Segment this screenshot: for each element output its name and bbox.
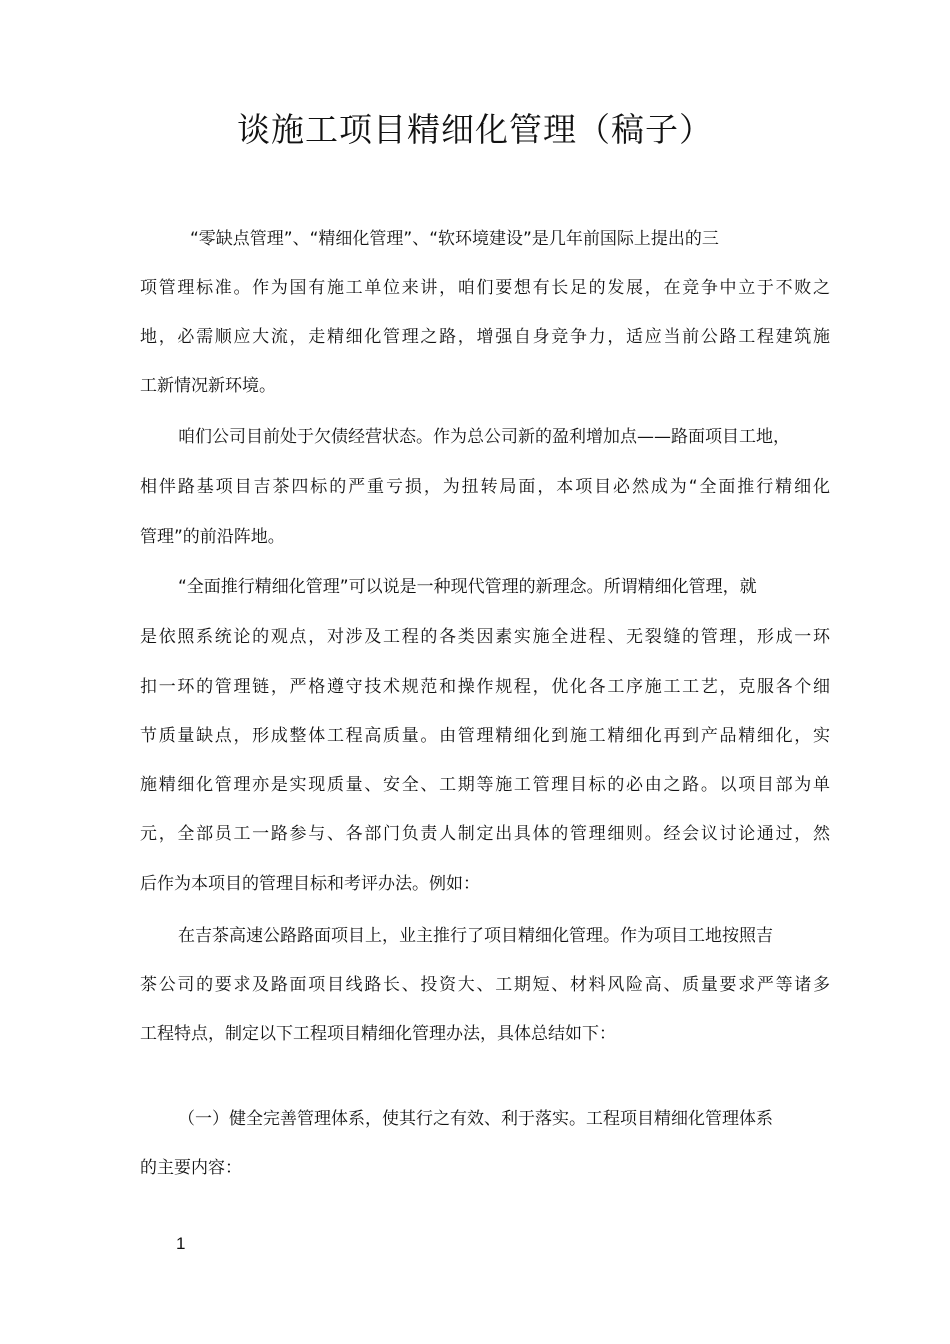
text-line: 的主要内容： [140,1158,242,1178]
page-number: 1 [176,1234,186,1253]
text-line: 茶公司的要求及路面项目线路长、投资大、工期短、材料风险高、质量要求严等诸多 [140,975,830,995]
text-line: 工新情况新环境。 [140,376,276,396]
text-line: 元，全部员工一路参与、各部门负责人制定出具体的管理细则。经会议讨论通过，然 [140,824,830,844]
text-line: 后作为本项目的管理目标和考评办法。例如： [140,874,480,894]
text-line: （一）健全完善管理体系，使其行之有效、利于落实。工程项目精细化管理体系 [178,1109,773,1129]
text-line: 是依照系统论的观点，对涉及工程的各类因素实施全进程、无裂缝的管理，形成一环 [140,627,830,647]
text-line: 施精细化管理亦是实现质量、安全、工期等施工管理目标的必由之路。以项目部为单 [140,775,830,795]
text-line: 在吉茶高速公路路面项目上，业主推行了项目精细化管理。作为项目工地按照吉 [178,926,773,946]
text-line: 咱们公司目前处于欠债经营状态。作为总公司新的盈利增加点——路面项目工地， [178,427,790,447]
text-line: 节质量缺点，形成整体工程高质量。由管理精细化到施工精细化再到产品精细化，实 [140,726,830,746]
text-line: 地，必需顺应大流，走精细化管理之路，增强自身竞争力，适应当前公路工程建筑施 [140,327,830,347]
document-title: 谈施工项目精细化管理（稿子） [237,110,713,149]
text-line: 项管理标准。作为国有施工单位来讲，咱们要想有长足的发展，在竞争中立于不败之 [140,278,830,298]
text-line: “零缺点管理”、“精细化管理”、“软环境建设”是几年前国际上提出的三 [190,229,719,249]
text-line: 工程特点，制定以下工程项目精细化管理办法，具体总结如下： [140,1024,616,1044]
text-line: 管理”的前沿阵地。 [140,527,285,547]
text-line: 相伴路基项目吉茶四标的严重亏损，为扭转局面，本项目必然成为“全面推行精细化 [140,477,830,497]
text-line: “全面推行精细化管理”可以说是一种现代管理的新理念。所谓精细化管理，就 [178,577,757,597]
text-line: 扣一环的管理链，严格遵守技术规范和操作规程，优化各工序施工工艺，克服各个细 [140,677,830,697]
